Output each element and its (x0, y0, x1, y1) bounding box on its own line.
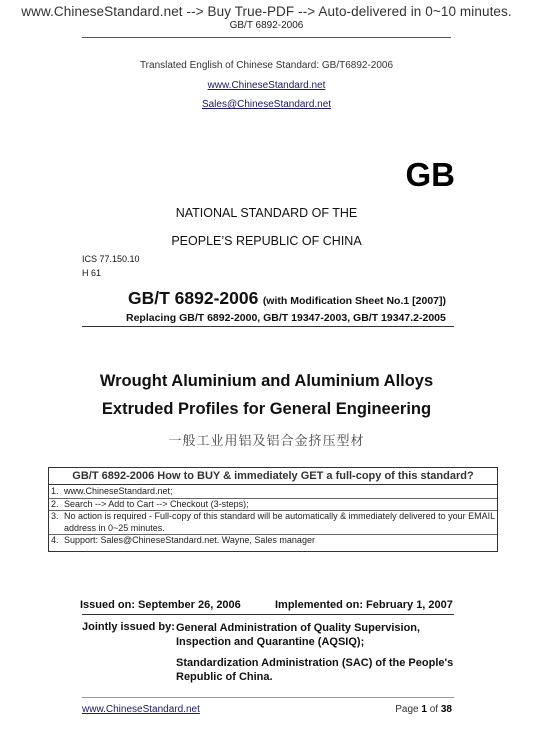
national-standard-line1: NATIONAL STANDARD OF THE (175, 206, 358, 220)
top-banner[interactable]: www.ChineseStandard.net --> Buy True-PDF --> Auto-delivered in 0~10 minutes. (21, 4, 512, 19)
buy-step-text: No action is required - Full-copy of this standard will be automatically & immediately delivered to your EMAIL address in 0~25 minutes. (64, 511, 495, 533)
buy-box-heading: GB/T 6892-2006 How to BUY & immediately GET a full-copy of this standard? (49, 470, 497, 485)
ics-code: ICS 77.150.10 (82, 254, 140, 264)
page-indicator (380, 704, 452, 715)
h-code: H 61 (82, 268, 102, 278)
page-current: 1 (421, 704, 427, 715)
buy-step-text[interactable]: Support: Sales@ChineseStandard.net. Wayne, Sales manager (64, 535, 315, 545)
footer-website-wrap (82, 704, 200, 715)
email-link[interactable]: Sales@ChineseStandard.net (201, 99, 332, 110)
buy-step-number: 4. (51, 535, 59, 545)
title-chinese: 一般工业用铝及铝合金挤压型材 (168, 434, 365, 449)
page-label: Page (395, 704, 419, 715)
issuer-sac: Standardization Administration (SAC) of the People's Republic of China. (176, 657, 454, 683)
issued-on: Issued on: September 26, 2006 (80, 599, 241, 611)
footer-website-link[interactable]: www.ChineseStandard.net (82, 704, 200, 715)
buy-step (49, 511, 497, 535)
title-line2: Extruded Profiles for General Engineering (101, 400, 432, 418)
buy-step (49, 499, 497, 512)
buy-step-number: 2. (51, 498, 59, 509)
email-link-wrap (0, 99, 533, 110)
header-divider (82, 37, 451, 38)
replacing-line: Replacing GB/T 6892-2000, GB/T 19347-2003, GB/T 19347.2-2005 (126, 312, 446, 324)
website-link-wrap (0, 80, 533, 91)
modification-note: (with Modification Sheet No.1 [2007]) (262, 295, 446, 307)
buy-step (49, 535, 497, 547)
replacing-divider (82, 326, 454, 327)
issuer-aqsiq: General Administration of Quality Supervision, Inspection and Quarantine (AQSIQ); (176, 622, 421, 648)
title-line1: Wrought Aluminium and Aluminium Alloys (99, 372, 434, 390)
implemented-on: Implemented on: February 1, 2007 (275, 599, 453, 611)
buy-step-text[interactable]: www.ChineseStandard.net; (64, 486, 173, 496)
buy-step (49, 486, 497, 499)
buy-step-number: 3. (51, 511, 59, 521)
website-link[interactable]: www.ChineseStandard.net (207, 80, 326, 91)
buy-step-number: 1. (51, 486, 59, 496)
gb-logo: GB (405, 156, 455, 193)
buy-steps-list (49, 486, 497, 547)
buy-step-text: Search --> Add to Cart --> Checkout (3-steps); (64, 498, 249, 509)
issue-divider (82, 614, 454, 615)
issuers-block (176, 621, 456, 691)
buy-info-box (48, 467, 498, 552)
page-total: 38 (440, 704, 452, 715)
footer-divider (82, 697, 454, 698)
national-standard-line2: PEOPLE’S REPUBLIC OF CHINA (171, 234, 362, 248)
page-of: of (429, 704, 439, 715)
standard-number-line (128, 288, 446, 309)
standard-number: GB/T 6892-2006 (128, 288, 259, 308)
header-standard-number: GB/T 6892-2006 (229, 20, 304, 31)
jointly-issued-label: Jointly issued by: (82, 621, 175, 633)
translated-line: Translated English of Chinese Standard: GB/T6892-2006 (139, 60, 394, 71)
